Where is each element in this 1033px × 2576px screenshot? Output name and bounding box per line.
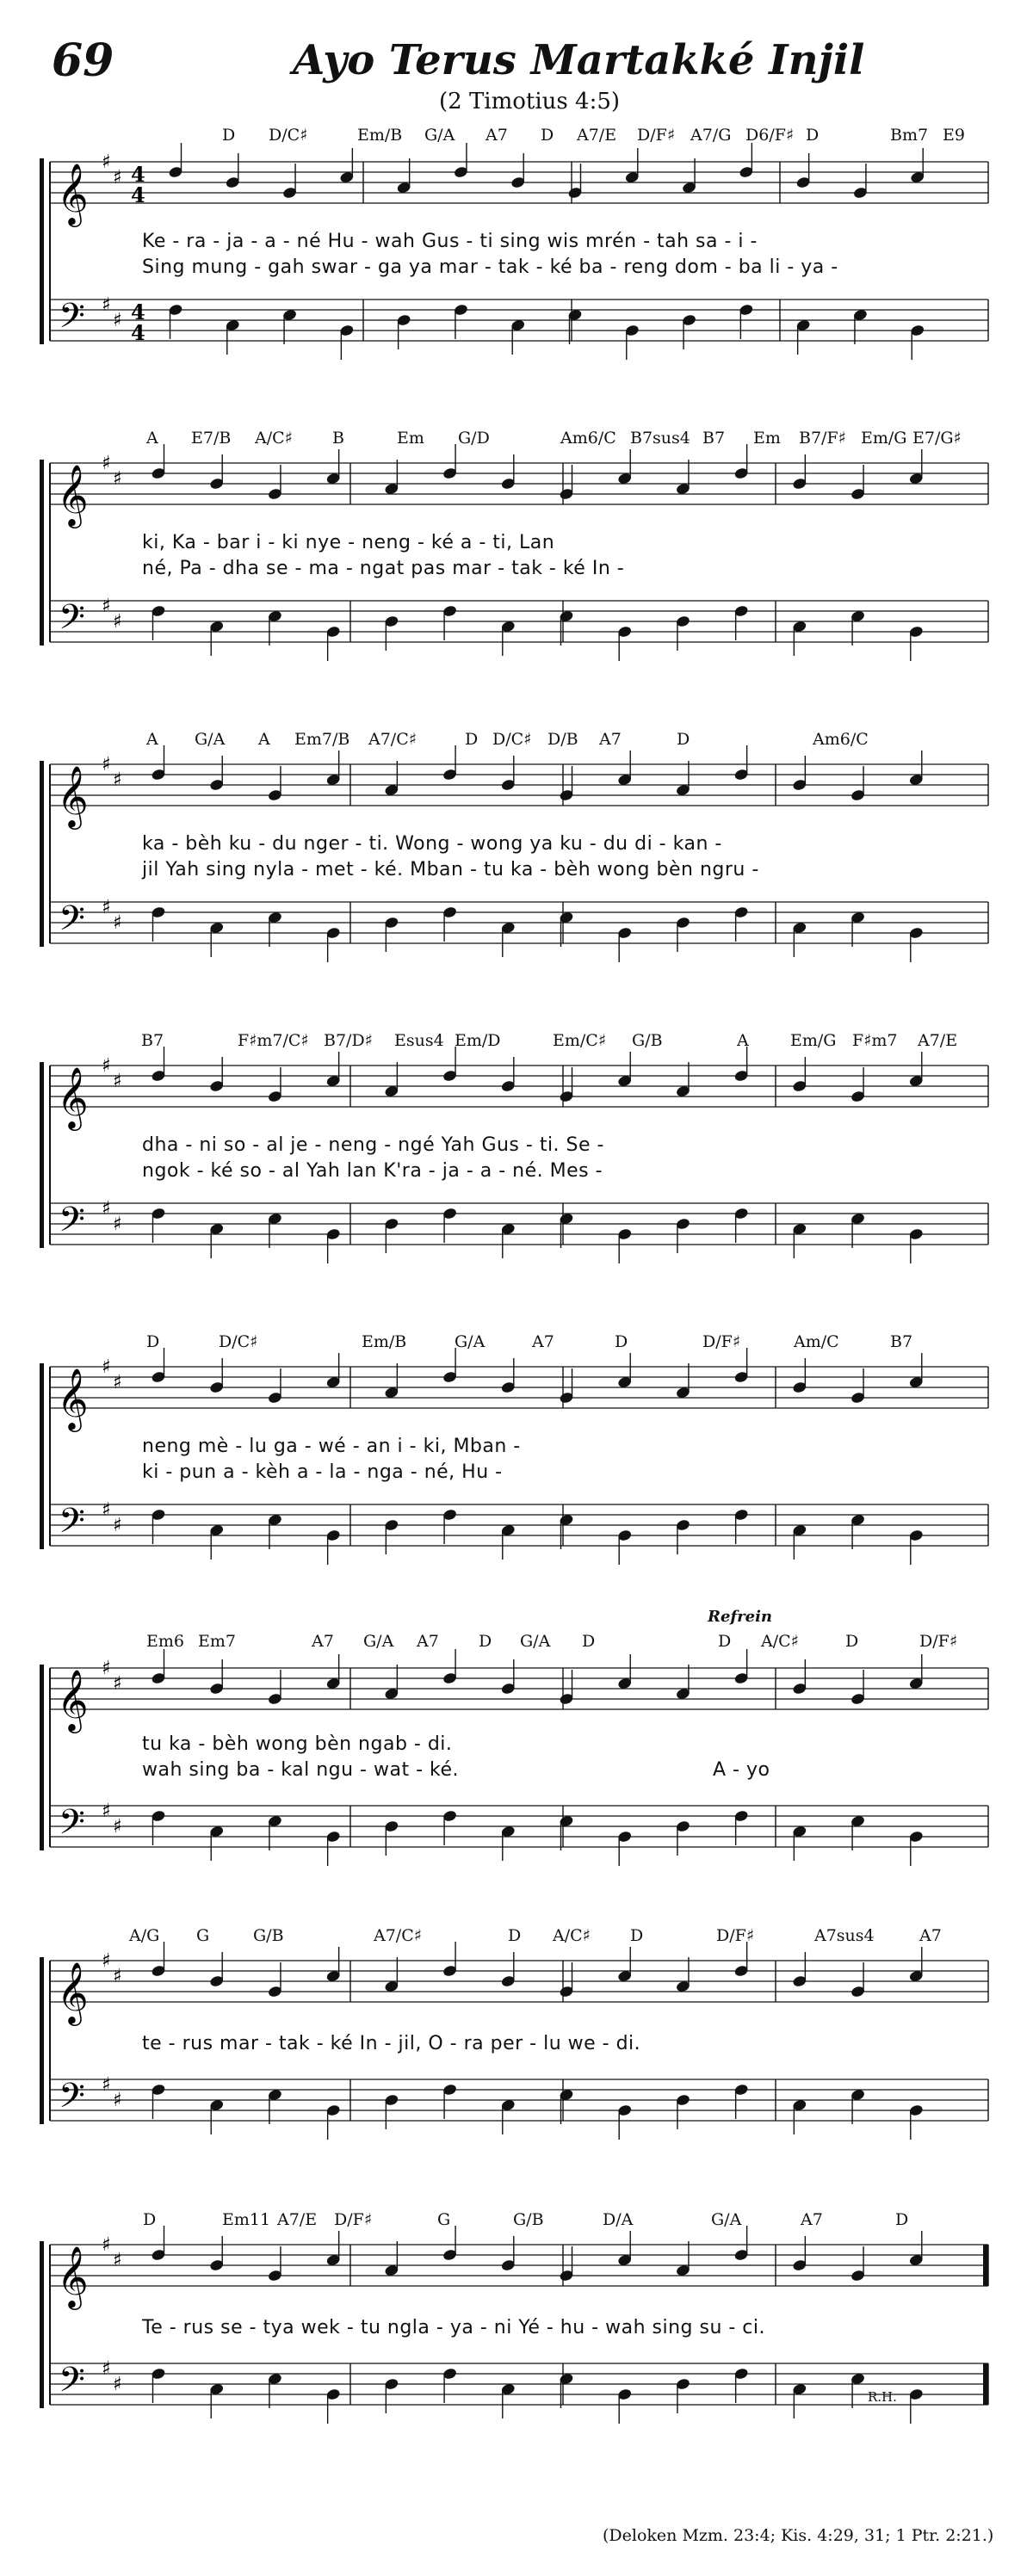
svg-text:𝄞: 𝄞	[57, 1367, 89, 1430]
chord-symbol: A7	[417, 1632, 439, 1651]
music-system-4	[0, 1024, 1033, 1317]
chord-symbol: D	[143, 2210, 157, 2229]
chord-symbol: D/F♯	[716, 1926, 755, 1945]
svg-text:♯: ♯	[102, 1055, 111, 1077]
lyric-verse-1: ki, Ka - bar i - ki nye - neng - ké a - ti, Lan	[142, 532, 555, 553]
chord-symbol: A7/E	[577, 126, 617, 145]
chord-symbol: A7/E	[918, 1031, 958, 1050]
lyric-verse-2: né, Pa - dha se - ma - ngat pas mar - tak - ké In -	[142, 558, 625, 579]
chord-symbol: D	[582, 1632, 596, 1651]
chord-symbol: D/C♯	[219, 1332, 258, 1351]
svg-text:♯: ♯	[102, 1198, 111, 1220]
chord-symbol: Em	[397, 429, 424, 448]
chord-symbol: A7/G	[690, 126, 732, 145]
lyric-verse-1: tu ka - bèh wong bèn ngab - di.	[142, 1733, 453, 1755]
chord-symbol: A	[146, 730, 158, 749]
svg-text:♯: ♯	[113, 1372, 122, 1393]
svg-text:♯: ♯	[102, 596, 111, 617]
lyric-verse-1: Te - rus se - tya wek - tu ngla - ya - ni Yé - hu - wah sing su - ci.	[142, 2317, 766, 2338]
svg-text:♯: ♯	[113, 1515, 122, 1536]
chord-symbol: Em6	[146, 1632, 184, 1651]
chord-symbol: G/B	[632, 1031, 663, 1050]
svg-text:𝄢: 𝄢	[59, 899, 85, 947]
music-system-8	[0, 2203, 1033, 2487]
lyric-verse-2: wah sing ba - kal ngu - wat - ké.	[142, 1759, 459, 1781]
svg-text:♯: ♯	[102, 294, 111, 316]
chord-symbol: D	[479, 1632, 492, 1651]
svg-text:𝄢: 𝄢	[59, 2076, 85, 2124]
svg-text:𝄢: 𝄢	[59, 296, 85, 344]
chord-symbol: G/A	[711, 2210, 742, 2229]
svg-text:♯: ♯	[113, 912, 122, 934]
svg-text:♯: ♯	[113, 1966, 122, 1987]
chord-symbol: A	[146, 429, 158, 448]
svg-text:𝄞: 𝄞	[57, 1961, 89, 2023]
chord-symbol: Em7/B	[294, 730, 350, 749]
chord-symbol: D	[718, 1632, 732, 1651]
svg-text:♯: ♯	[113, 2374, 122, 2395]
svg-text:𝄞: 𝄞	[57, 162, 89, 225]
hymn-title: Ayo Terus Martakké Injil	[293, 36, 865, 84]
chord-symbol: A7	[312, 1632, 334, 1651]
chord-symbol: D/F♯	[334, 2210, 373, 2229]
svg-text:♯: ♯	[102, 1950, 111, 1972]
chord-symbol: Em/G	[790, 1031, 837, 1050]
chord-symbol: A7	[532, 1332, 554, 1351]
svg-text:4: 4	[131, 162, 145, 187]
svg-text:♯: ♯	[102, 2234, 111, 2256]
lyric-verse-2: ki - pun a - kèh a - la - nga - né, Hu -	[142, 1461, 503, 1483]
chord-symbol: D	[465, 730, 479, 749]
hymn-header	[0, 0, 1033, 120]
chord-symbol: D	[806, 126, 820, 145]
lyric-verse-2: ngok - ké so - al Yah lan K'ra - ja - a - né. Mes -	[142, 1160, 603, 1182]
svg-text:♯: ♯	[102, 1658, 111, 1679]
chord-symbol: D	[895, 2210, 909, 2229]
svg-text:𝄞: 𝄞	[57, 2245, 89, 2307]
svg-text:𝄞: 𝄞	[57, 463, 89, 526]
chord-symbol: G/A	[424, 126, 455, 145]
chord-symbol: A7/E	[277, 2210, 318, 2229]
svg-text:♯: ♯	[102, 2074, 111, 2096]
chord-symbol: D	[615, 1332, 628, 1351]
svg-text:4: 4	[131, 320, 145, 345]
chord-symbol: D/F♯	[637, 126, 676, 145]
chord-symbol: Em/G	[861, 429, 907, 448]
svg-text:𝄢: 𝄢	[59, 2360, 85, 2408]
svg-text:♯: ♯	[102, 151, 111, 173]
svg-text:𝄞: 𝄞	[57, 764, 89, 827]
svg-text:♯: ♯	[113, 1214, 122, 1235]
svg-text:♯: ♯	[102, 1499, 111, 1521]
svg-text:♯: ♯	[113, 2090, 122, 2111]
chord-symbol: D	[630, 1926, 644, 1945]
chord-symbol: G/D	[458, 429, 490, 448]
svg-text:♯: ♯	[102, 2358, 111, 2380]
svg-text:𝄢: 𝄢	[59, 597, 85, 646]
svg-text:𝄢: 𝄢	[59, 1501, 85, 1549]
chord-symbol: G	[437, 2210, 451, 2229]
lyric-verse-1: ka - bèh ku - du nger - ti. Wong - wong ya ku - du di - kan -	[142, 833, 722, 855]
chord-symbol: G/A	[363, 1632, 394, 1651]
chord-symbol: Em/C♯	[553, 1031, 607, 1050]
svg-text:♯: ♯	[113, 1673, 122, 1695]
chord-symbol: A7	[486, 126, 508, 145]
chord-symbol: D	[222, 126, 236, 145]
chord-symbol: A7	[919, 1926, 942, 1945]
music-system-1	[0, 120, 1033, 413]
chord-symbol: Bm7	[890, 126, 929, 145]
chord-symbol: D/F♯	[919, 1632, 958, 1651]
chord-symbol: D/A	[603, 2210, 634, 2229]
chord-symbol: Em/B	[357, 126, 403, 145]
chord-symbol: E7/G♯	[912, 429, 962, 448]
music-system-2	[0, 422, 1033, 714]
svg-text:♯: ♯	[113, 1071, 122, 1092]
chord-symbol: A/C♯	[761, 1632, 799, 1651]
chord-symbol: B7	[702, 429, 726, 448]
svg-text:♯: ♯	[113, 310, 122, 331]
svg-text:𝄢: 𝄢	[59, 1802, 85, 1850]
chord-symbol: E7/B	[191, 429, 232, 448]
chord-symbol: Em/B	[362, 1332, 407, 1351]
chord-symbol: F♯m7	[852, 1031, 898, 1050]
lyric-verse-2: jil Yah sing nyla - met - ké. Mban - tu ka - bèh wong bèn ngru -	[142, 859, 759, 880]
chord-symbol: Em	[753, 429, 781, 448]
svg-text:♯: ♯	[102, 897, 111, 918]
chord-symbol: D	[508, 1926, 522, 1945]
svg-text:4: 4	[131, 182, 145, 207]
svg-text:♯: ♯	[113, 2250, 122, 2271]
chord-symbol: A/C♯	[255, 429, 293, 448]
svg-text:♯: ♯	[113, 468, 122, 490]
chord-symbol: D	[677, 730, 690, 749]
chord-symbol: B	[332, 429, 344, 448]
chord-symbol: B7	[890, 1332, 913, 1351]
chord-symbol: A/C♯	[553, 1926, 591, 1945]
music-system-3	[0, 723, 1033, 1016]
svg-text:4: 4	[131, 300, 145, 324]
staff-notation	[0, 2203, 1033, 2487]
chord-symbol: Am6/C	[560, 429, 616, 448]
chord-symbol: Em7	[198, 1632, 236, 1651]
chord-symbol: A7sus4	[814, 1926, 875, 1945]
svg-text:♯: ♯	[113, 769, 122, 791]
svg-text:♯: ♯	[102, 1801, 111, 1822]
chord-symbol: D	[146, 1332, 160, 1351]
svg-text:♯: ♯	[113, 1816, 122, 1838]
scripture-reference: (2 Timotius 4:5)	[439, 89, 621, 114]
chord-symbol: G/A	[455, 1332, 486, 1351]
lyric-verse-1: dha - ni so - al je - neng - ngé Yah Gus - ti. Se -	[142, 1134, 604, 1156]
chord-symbol: A/G	[129, 1926, 160, 1945]
chord-symbol: A7/C♯	[368, 730, 417, 749]
chord-symbol: Em/D	[455, 1031, 501, 1050]
refrain-lyric: A - yo	[713, 1759, 770, 1781]
lyric-verse-1: te - rus mar - tak - ké In - jil, O - ra per - lu we - di.	[142, 2033, 641, 2054]
svg-text:♯: ♯	[102, 453, 111, 474]
chord-symbol: B7/F♯	[799, 429, 846, 448]
svg-text:♯: ♯	[113, 167, 122, 188]
chord-symbol: G/B	[253, 1926, 284, 1945]
chord-symbol: D	[845, 1632, 859, 1651]
svg-text:𝄞: 𝄞	[57, 1066, 89, 1128]
svg-text:𝄢: 𝄢	[59, 1200, 85, 1248]
svg-text:𝄞: 𝄞	[57, 1668, 89, 1731]
hymn-number: 69	[52, 34, 114, 87]
chord-symbol: G/A	[195, 730, 226, 749]
music-system-6	[0, 1608, 1033, 1911]
chord-symbol: D	[541, 126, 554, 145]
chord-symbol: E9	[943, 126, 965, 145]
chord-symbol: D/C♯	[269, 126, 308, 145]
chord-symbol: Am/C	[794, 1332, 839, 1351]
chord-symbol: D/B	[547, 730, 578, 749]
svg-text:♯: ♯	[102, 1356, 111, 1378]
chord-symbol: A7/C♯	[374, 1926, 422, 1945]
music-system-7	[0, 1919, 1033, 2195]
chord-symbol: A7	[599, 730, 622, 749]
music-system-5	[0, 1325, 1033, 1618]
chord-symbol: Em11	[222, 2210, 271, 2229]
lyric-verse-2: Sing mung - gah swar - ga ya mar - tak - ké ba - reng dom - ba li - ya -	[142, 256, 838, 278]
chord-symbol: B7sus4	[630, 429, 690, 448]
footnote-references: (Deloken Mzm. 23:4; Kis. 4:29, 31; 1 Ptr. 2:21.)	[603, 2526, 994, 2545]
staff-notation	[0, 1919, 1033, 2195]
refrain-label: Refrein	[708, 1608, 773, 1626]
chord-symbol: D6/F♯	[745, 126, 795, 145]
chord-symbol: B7	[141, 1031, 164, 1050]
svg-text:♯: ♯	[113, 611, 122, 633]
svg-text:♯: ♯	[102, 754, 111, 775]
chord-symbol: D/C♯	[492, 730, 532, 749]
lyric-verse-1: neng mè - lu ga - wé - an i - ki, Mban -	[142, 1436, 521, 1457]
chord-symbol: G/A	[520, 1632, 551, 1651]
chord-symbol: D/F♯	[702, 1332, 741, 1351]
chord-symbol: B7/D♯	[324, 1031, 373, 1050]
chord-symbol: Esus4	[394, 1031, 444, 1050]
chord-symbol: F♯m7/C♯	[238, 1031, 309, 1050]
rh-marking: R.H.	[868, 2389, 897, 2405]
chord-symbol: A	[737, 1031, 749, 1050]
chord-symbol: A	[258, 730, 270, 749]
chord-symbol: G/B	[513, 2210, 544, 2229]
lyric-verse-1: Ke - ra - ja - a - né Hu - wah Gus - ti sing wis mrén - tah sa - i -	[142, 231, 758, 252]
chord-symbol: Am6/C	[813, 730, 869, 749]
chord-symbol: G	[196, 1926, 210, 1945]
chord-symbol: A7	[801, 2210, 823, 2229]
